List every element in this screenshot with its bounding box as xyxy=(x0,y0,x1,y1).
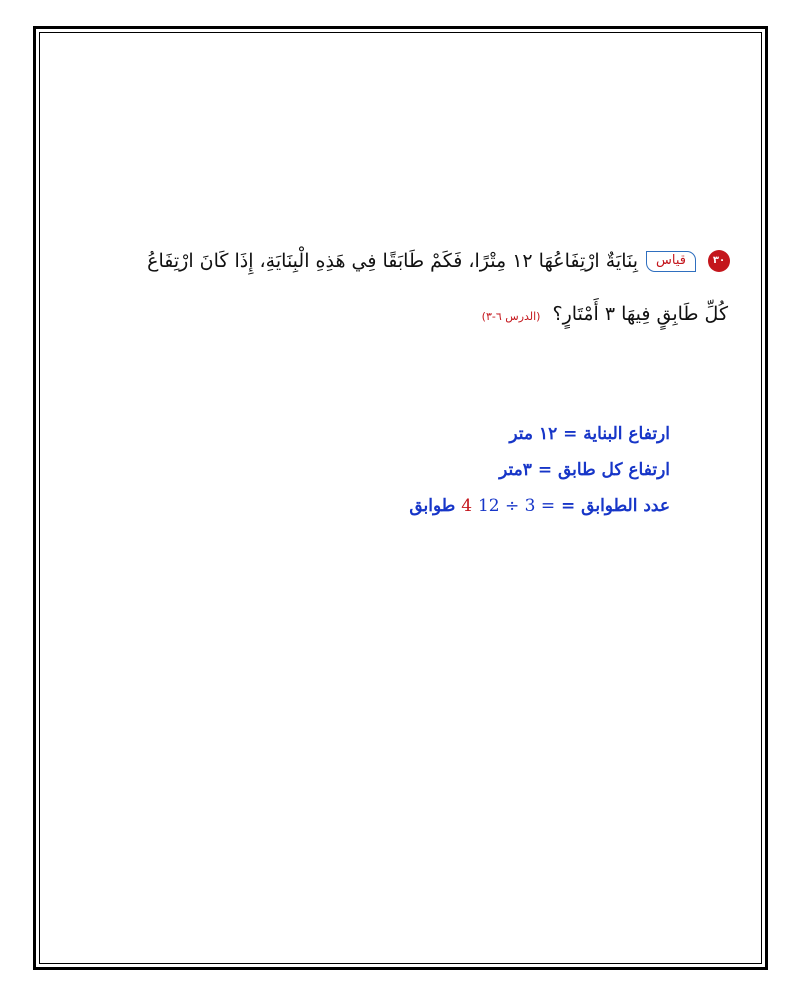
question-line-2 xyxy=(130,303,730,326)
question-text-line-2: كُلِّ طَابِقٍ فِيهَا ٣ أَمْتَارٍ؟ xyxy=(552,302,728,325)
solution-floor-height: ارتفاع كل طابق = ٣متر xyxy=(499,460,670,480)
question-block xyxy=(130,250,730,326)
solution-block xyxy=(409,422,670,530)
answer-value: 4 xyxy=(461,496,473,516)
solution-building-height: ارتفاع البناية = ١٢ متر xyxy=(509,424,670,444)
division-expression: 12 ÷ 3 = xyxy=(477,496,556,516)
answer-unit: طوابق xyxy=(409,496,456,516)
question-line-1 xyxy=(130,250,730,273)
question-text-line-1: بِنَايَةٌ ارْتِفَاعُهَا ١٢ مِتْرًا، فَكَمْ طَابَقًا فِي هَذِهِ الْبِنَايَةِ، إِذَا كَانَ ارْتِفَاعُ xyxy=(147,250,639,272)
floor-count-label: عدد الطوابق = xyxy=(561,496,670,516)
topic-badge: قياس xyxy=(646,251,696,273)
question-number-badge: ٣٠ xyxy=(708,250,730,272)
solution-floor-count xyxy=(409,494,670,530)
lesson-reference: (الدرس ٦-٣) xyxy=(481,309,541,323)
